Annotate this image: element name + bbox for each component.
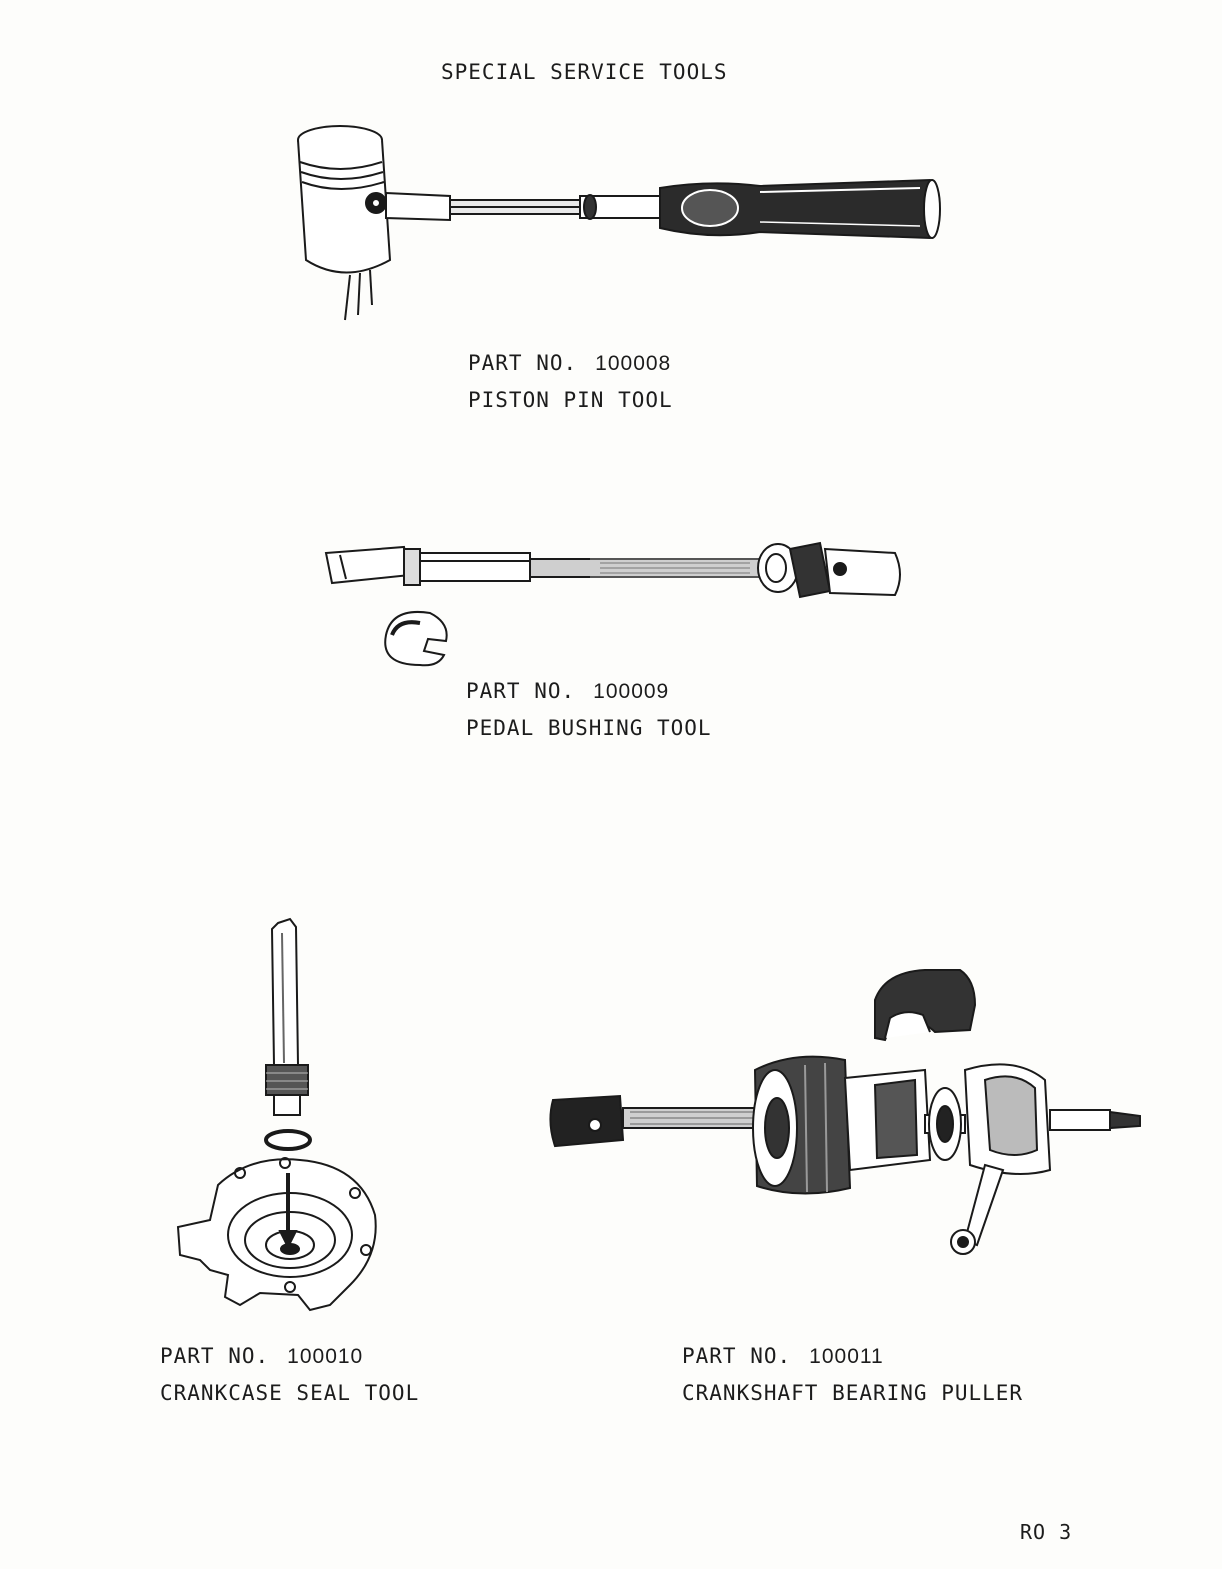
- page-title: SPECIAL SERVICE TOOLS: [441, 60, 728, 84]
- tool-name: PISTON PIN TOOL: [468, 388, 673, 412]
- part-no-label: PART NO.: [682, 1344, 792, 1368]
- part-number-line: [468, 345, 673, 382]
- part-no-value: 100011: [809, 1345, 884, 1368]
- tool-caption-100009: [466, 673, 712, 747]
- page-number: RO 3: [1020, 1520, 1073, 1544]
- tool-name: CRANKCASE SEAL TOOL: [160, 1381, 420, 1405]
- tool-caption-100011: [682, 1338, 1023, 1412]
- part-no-label: PART NO.: [468, 351, 578, 375]
- part-number-line: [682, 1338, 1023, 1375]
- part-no-label: PART NO.: [466, 679, 576, 703]
- part-no-value: 100008: [595, 352, 672, 375]
- crankshaft-bearing-puller-illustration: [545, 960, 1150, 1260]
- pedal-bushing-tool-illustration: [320, 535, 910, 680]
- part-no-label: PART NO.: [160, 1344, 270, 1368]
- part-number-line: [160, 1338, 419, 1375]
- part-no-value: 100010: [287, 1345, 364, 1368]
- crankcase-seal-tool-illustration: [170, 915, 400, 1325]
- part-no-value: 100009: [593, 680, 670, 703]
- tool-caption-100010: [160, 1338, 419, 1412]
- tool-name: PEDAL BUSHING TOOL: [466, 716, 712, 740]
- piston-pin-tool-illustration: [290, 110, 950, 330]
- tool-name: CRANKSHAFT BEARING PULLER: [682, 1381, 1024, 1405]
- tool-caption-100008: [468, 345, 673, 419]
- part-number-line: [466, 673, 712, 710]
